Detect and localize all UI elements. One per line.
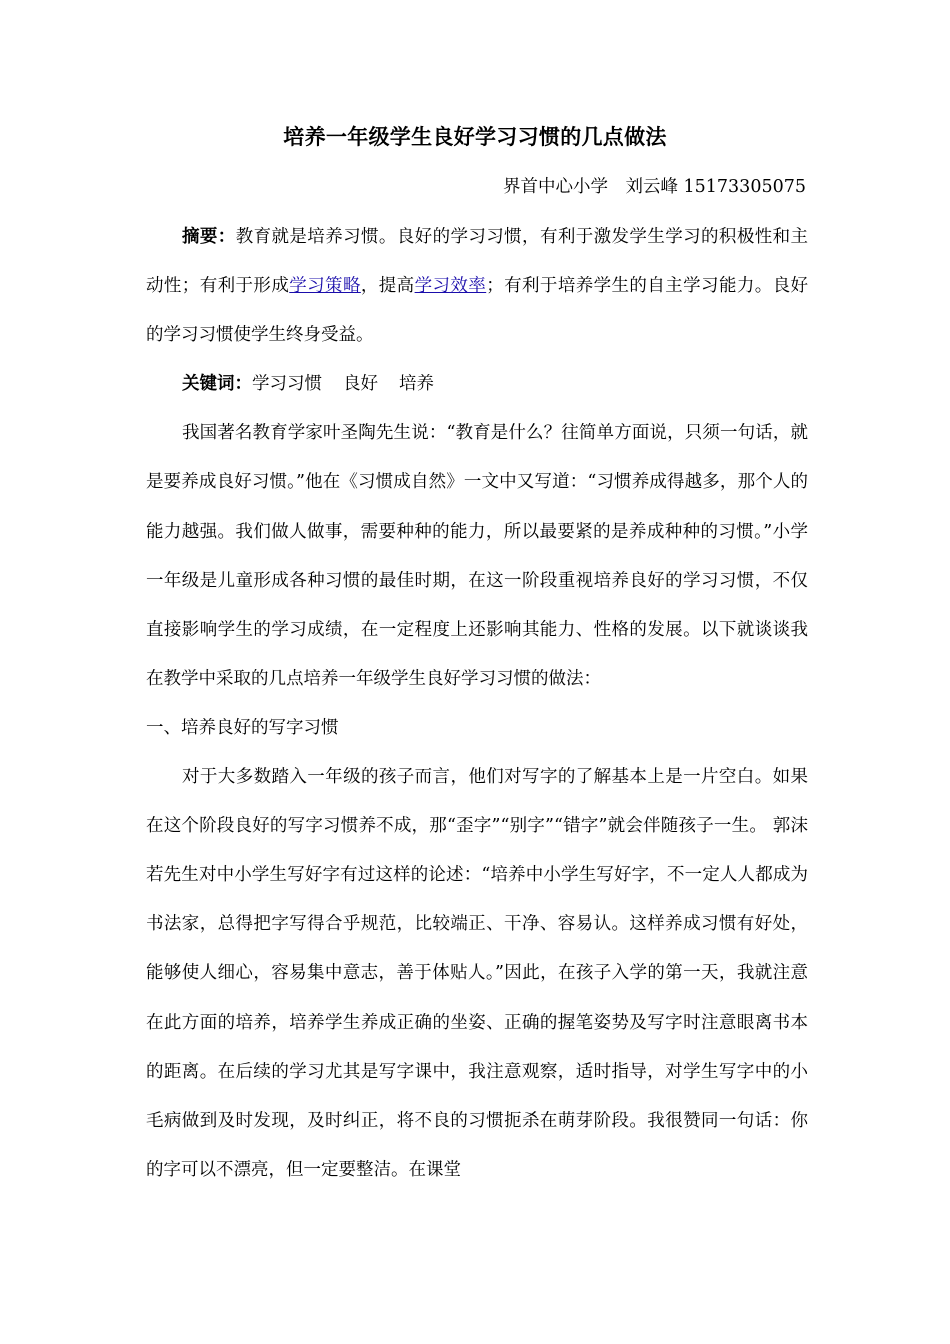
link-learning-strategy[interactable]: 学习策略	[289, 276, 361, 297]
abstract-paragraph	[146, 213, 808, 360]
section-paragraph: 对于大多数踏入一年级的孩子而言，他们对写字的了解基本上是一片空白。如果在这个阶段良好的写字习惯养不成，那“歪字”“别字”“错字”就会伴随孩子一生。 郭沫若先生对中小学生写好字有过这样的论述：“培养中小学生写好字，不一定人人都成为书法家，总得把字写得合乎规范，比较端正、干净、容易认。这样养成习惯有好处，能够使人细心，容易集中意志，善于体贴人。”因此，在孩子入学的第一天，我就注意在此方面的培养，培养学生养成正确的坐姿、正确的握笔姿势及写字时注意眼离书本的距离。在后续的学习尤其是写字课中，我注意观察，适时指导，对学生写字中的小毛病做到及时发现，及时纠正，将不良的习惯扼杀在萌芽阶段。我很赞同一句话：你的字可以不漂亮，但一定要整洁。在课堂	[146, 767, 808, 1180]
keyword-item: 良好	[343, 374, 378, 395]
link-learning-efficiency[interactable]: 学习效率	[414, 276, 487, 297]
abstract-text-1: 教育就是培养习惯。良好的学习习惯，有利于激发学生学习的积极性和主动性；有利于形成	[146, 227, 809, 297]
keyword-item: 学习习惯	[252, 374, 322, 395]
document-title: 培养一年级学生良好学习习惯的几点做法	[283, 125, 667, 149]
abstract-text-2: ，提高	[360, 276, 415, 297]
document-body	[146, 213, 808, 1195]
keywords-label: 关键词：	[182, 374, 252, 395]
section-heading: 一、培养良好的写字习惯	[146, 717, 339, 738]
keyword-item: 培养	[399, 374, 434, 395]
abstract-text-3: ；有利于培养学生的自主学习能力。良好的学习习惯使学生终身受益。	[146, 276, 809, 346]
author-line: 界首中心小学 刘云峰 15173305075	[502, 177, 806, 197]
intro-paragraph: 我国著名教育学家叶圣陶先生说：“教育是什么？往简单方面说，只须一句话，就是要养成良好习惯。”他在《习惯成自然》一文中又写道：“习惯养成得越多，那个人的能力越强。我们做人做事，需要种种的能力，所以最要紧的是养成种种的习惯。”小学一年级是儿童形成各种习惯的最佳时期，在这一阶段重视培养良好的学习习惯，不仅直接影响学生的学习成绩，在一定程度上还影响其能力、性格的发展。以下就谈谈我在教学中采取的几点培养一年级学生良好学习习惯的做法：	[146, 423, 808, 689]
abstract-label: 摘要：	[182, 227, 236, 247]
keywords-line	[146, 360, 808, 409]
